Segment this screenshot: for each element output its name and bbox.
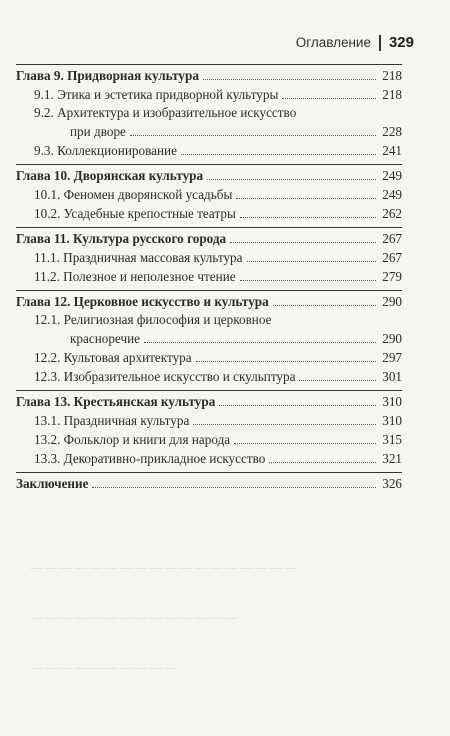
section-row	[16, 411, 402, 430]
page-number: 329	[388, 34, 414, 51]
dot-leader	[207, 179, 376, 180]
section-row	[16, 329, 402, 348]
section-row	[16, 430, 402, 449]
dot-leader	[247, 261, 377, 262]
entry-title: 10.2. Усадебные крепостные театры	[34, 206, 236, 221]
header-divider	[379, 35, 381, 51]
dot-leader	[234, 443, 376, 444]
section-row	[16, 85, 402, 104]
section-row	[16, 204, 402, 223]
entry-title: красноречие	[70, 331, 141, 346]
entry-page: 262	[382, 206, 402, 221]
entry-page: 279	[382, 269, 402, 284]
entry-title: 9.3. Коллекционирование	[34, 143, 177, 158]
dot-leader	[240, 217, 376, 218]
toc-chapter	[16, 290, 402, 386]
entry-page: 297	[382, 350, 402, 365]
entry-title: при дворе	[70, 124, 126, 139]
toc-chapter	[16, 472, 402, 493]
entry-title: 11.2. Полезное и неполезное чтение	[34, 269, 236, 284]
entry-page: 249	[382, 187, 402, 202]
dot-leader	[203, 79, 376, 80]
section-row	[16, 367, 402, 386]
bleed-through-texture: — — — — — — — — — — — — — —	[30, 610, 237, 624]
dot-leader	[230, 242, 376, 243]
chapter-row	[16, 66, 402, 85]
section-row	[16, 185, 402, 204]
entry-page: 290	[382, 294, 402, 309]
entry-title: 11.1. Праздничная массовая культура	[34, 250, 243, 265]
entry-page: 310	[382, 394, 402, 409]
section-row	[16, 122, 402, 141]
entry-page: 218	[382, 68, 402, 83]
entry-page: 321	[382, 451, 402, 466]
dot-leader	[240, 280, 376, 281]
dot-leader	[181, 154, 376, 155]
table-of-contents	[16, 64, 402, 497]
entry-page: 228	[382, 124, 402, 139]
entry-page: 301	[382, 369, 402, 384]
section-row	[16, 348, 402, 367]
section-row-line: 9.2. Архитектура и изобразительное искусство	[34, 105, 297, 120]
entry-title: Заключение	[16, 476, 89, 491]
entry-page: 315	[382, 432, 402, 447]
bleed-through-texture: — — — — — — — — — — — — — — — — — —	[30, 560, 297, 574]
section-row	[16, 141, 402, 160]
dot-leader	[236, 198, 376, 199]
chapter-row	[16, 229, 402, 248]
bleed-through-texture: — — — — — — — — — —	[30, 660, 177, 674]
entry-title: 10.1. Феномен дворянской усадьбы	[34, 187, 233, 202]
entry-page: 267	[382, 231, 402, 246]
entry-title: Глава 9. Придворная культура	[16, 68, 199, 83]
section-row	[16, 248, 402, 267]
entry-page: 326	[382, 476, 402, 491]
entry-page: 290	[382, 331, 402, 346]
dot-leader	[269, 462, 376, 463]
entry-page: 267	[382, 250, 402, 265]
section-title: Оглавление	[295, 35, 371, 50]
dot-leader	[282, 98, 376, 99]
entry-title: Глава 11. Культура русского города	[16, 231, 227, 246]
dot-leader	[144, 342, 376, 343]
dot-leader	[193, 424, 376, 425]
dot-leader	[273, 305, 376, 306]
dot-leader	[92, 487, 376, 488]
entry-page: 218	[382, 87, 402, 102]
toc-chapter	[16, 227, 402, 286]
chapter-row	[16, 474, 402, 493]
dot-leader	[219, 405, 376, 406]
section-row	[16, 267, 402, 286]
entry-title: 9.1. Этика и эстетика придворной культуры	[34, 87, 279, 102]
chapter-row	[16, 292, 402, 311]
entry-title: 12.3. Изобразительное искусство и скульптура	[34, 369, 296, 384]
entry-title: 13.1. Праздничная культура	[34, 413, 190, 428]
entry-title: 13.2. Фольклор и книги для народа	[34, 432, 231, 447]
entry-title: 13.3. Декоративно-прикладное искусство	[34, 451, 266, 466]
toc-chapter	[16, 164, 402, 223]
entry-page: 310	[382, 413, 402, 428]
entry-title: Глава 10. Дворянская культура	[16, 168, 204, 183]
entry-page: 241	[382, 143, 402, 158]
entry-title: 12.2. Культовая архитектура	[34, 350, 192, 365]
entry-title: Глава 12. Церковное искусство и культура	[16, 294, 269, 309]
section-row	[16, 449, 402, 468]
dot-leader	[299, 380, 376, 381]
dot-leader	[196, 361, 376, 362]
toc-chapter	[16, 64, 402, 160]
entry-title: Глава 13. Крестьянская культура	[16, 394, 216, 409]
section-row-line: 12.1. Религиозная философия и церковное	[34, 312, 272, 327]
entry-page: 249	[382, 168, 402, 183]
running-header	[296, 34, 414, 51]
chapter-row	[16, 166, 402, 185]
toc-chapter	[16, 390, 402, 468]
dot-leader	[130, 135, 376, 136]
chapter-row	[16, 392, 402, 411]
